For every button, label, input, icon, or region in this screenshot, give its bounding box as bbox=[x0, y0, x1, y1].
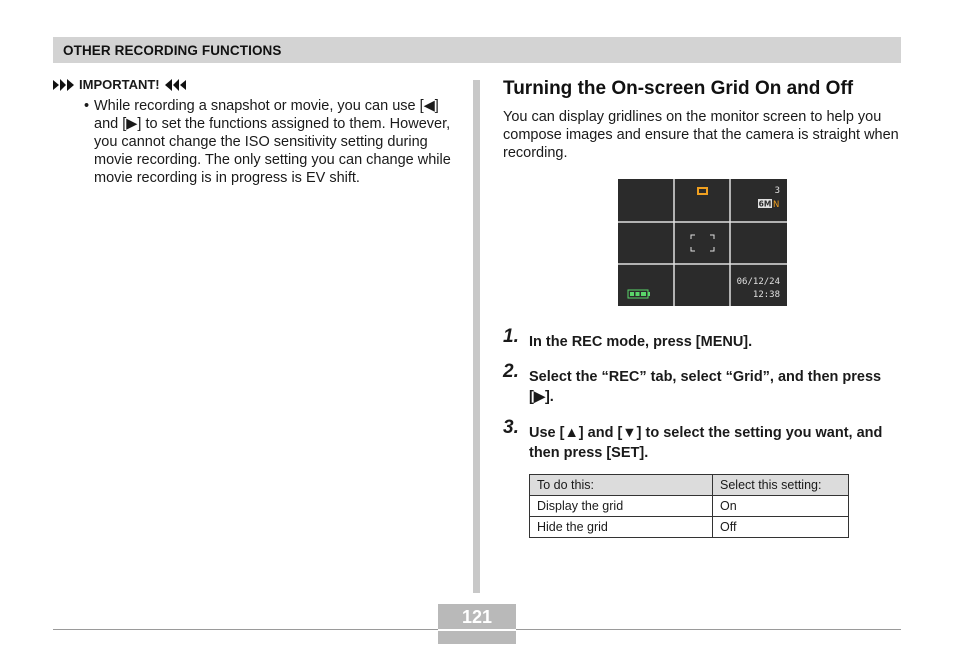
grid-section bbox=[503, 78, 903, 162]
monitor-screen-illustration bbox=[618, 179, 787, 306]
important-text: While recording a snapshot or movie, you can use [◀] and [▶] to set the functions assigned to them. However, you cannot change the ISO sensitivity setting during movie recording. The only setting you can change while movie recording is in progress is EV shift. bbox=[94, 98, 451, 186]
header-bar bbox=[53, 37, 901, 63]
screen-date: 06/12/24 bbox=[736, 277, 780, 287]
table-cell: Off bbox=[713, 517, 849, 538]
page-number-box bbox=[438, 604, 516, 644]
section-intro: You can display gridlines on the monitor screen to help you compose images and ensure that the camera is straight when recording. bbox=[503, 109, 899, 161]
table-cell: Hide the grid bbox=[530, 517, 713, 538]
column-divider bbox=[473, 80, 480, 593]
page-number-stripe bbox=[438, 629, 516, 631]
important-note bbox=[53, 77, 453, 187]
screen-shots-remaining: 3 bbox=[774, 186, 780, 196]
important-heading bbox=[53, 77, 453, 92]
table-row bbox=[530, 496, 849, 517]
page-number: 121 bbox=[461, 607, 493, 627]
important-arrows-right-icon bbox=[53, 79, 75, 91]
table-cell: Display the grid bbox=[530, 496, 713, 517]
table-cell: On bbox=[713, 496, 849, 517]
screen-time: 12:38 bbox=[752, 290, 780, 300]
section-header-title: OTHER RECORDING FUNCTIONS bbox=[63, 43, 282, 58]
step-text: Use [▲] and [▼] to select the setting you want, and then press [SET]. bbox=[529, 425, 883, 461]
important-bullet bbox=[53, 97, 453, 187]
important-label: IMPORTANT! bbox=[79, 77, 160, 92]
record-mode-icon bbox=[697, 187, 708, 195]
table-header-row bbox=[530, 475, 849, 496]
screen-image-size: 6M bbox=[758, 199, 772, 209]
section-title: Turning the On-screen Grid On and Off bbox=[503, 78, 854, 99]
step-text: Select the “REC” tab, select “Grid”, and then press [▶]. bbox=[529, 369, 882, 405]
step-number: 1. bbox=[503, 326, 519, 347]
step-1 bbox=[503, 326, 903, 352]
important-arrows-left-icon bbox=[164, 79, 186, 91]
step-3 bbox=[503, 417, 903, 463]
step-text: In the REC mode, press [MENU]. bbox=[529, 334, 753, 350]
table-header-cell: Select this setting: bbox=[713, 475, 849, 496]
step-number: 3. bbox=[503, 417, 519, 438]
table-header-cell: To do this: bbox=[530, 475, 713, 496]
table-row bbox=[530, 517, 849, 538]
bullet-dot: • bbox=[84, 98, 90, 114]
step-number: 2. bbox=[503, 361, 519, 382]
grid-settings-table bbox=[529, 474, 849, 538]
step-2 bbox=[503, 361, 903, 407]
screen-quality: N bbox=[773, 200, 780, 210]
